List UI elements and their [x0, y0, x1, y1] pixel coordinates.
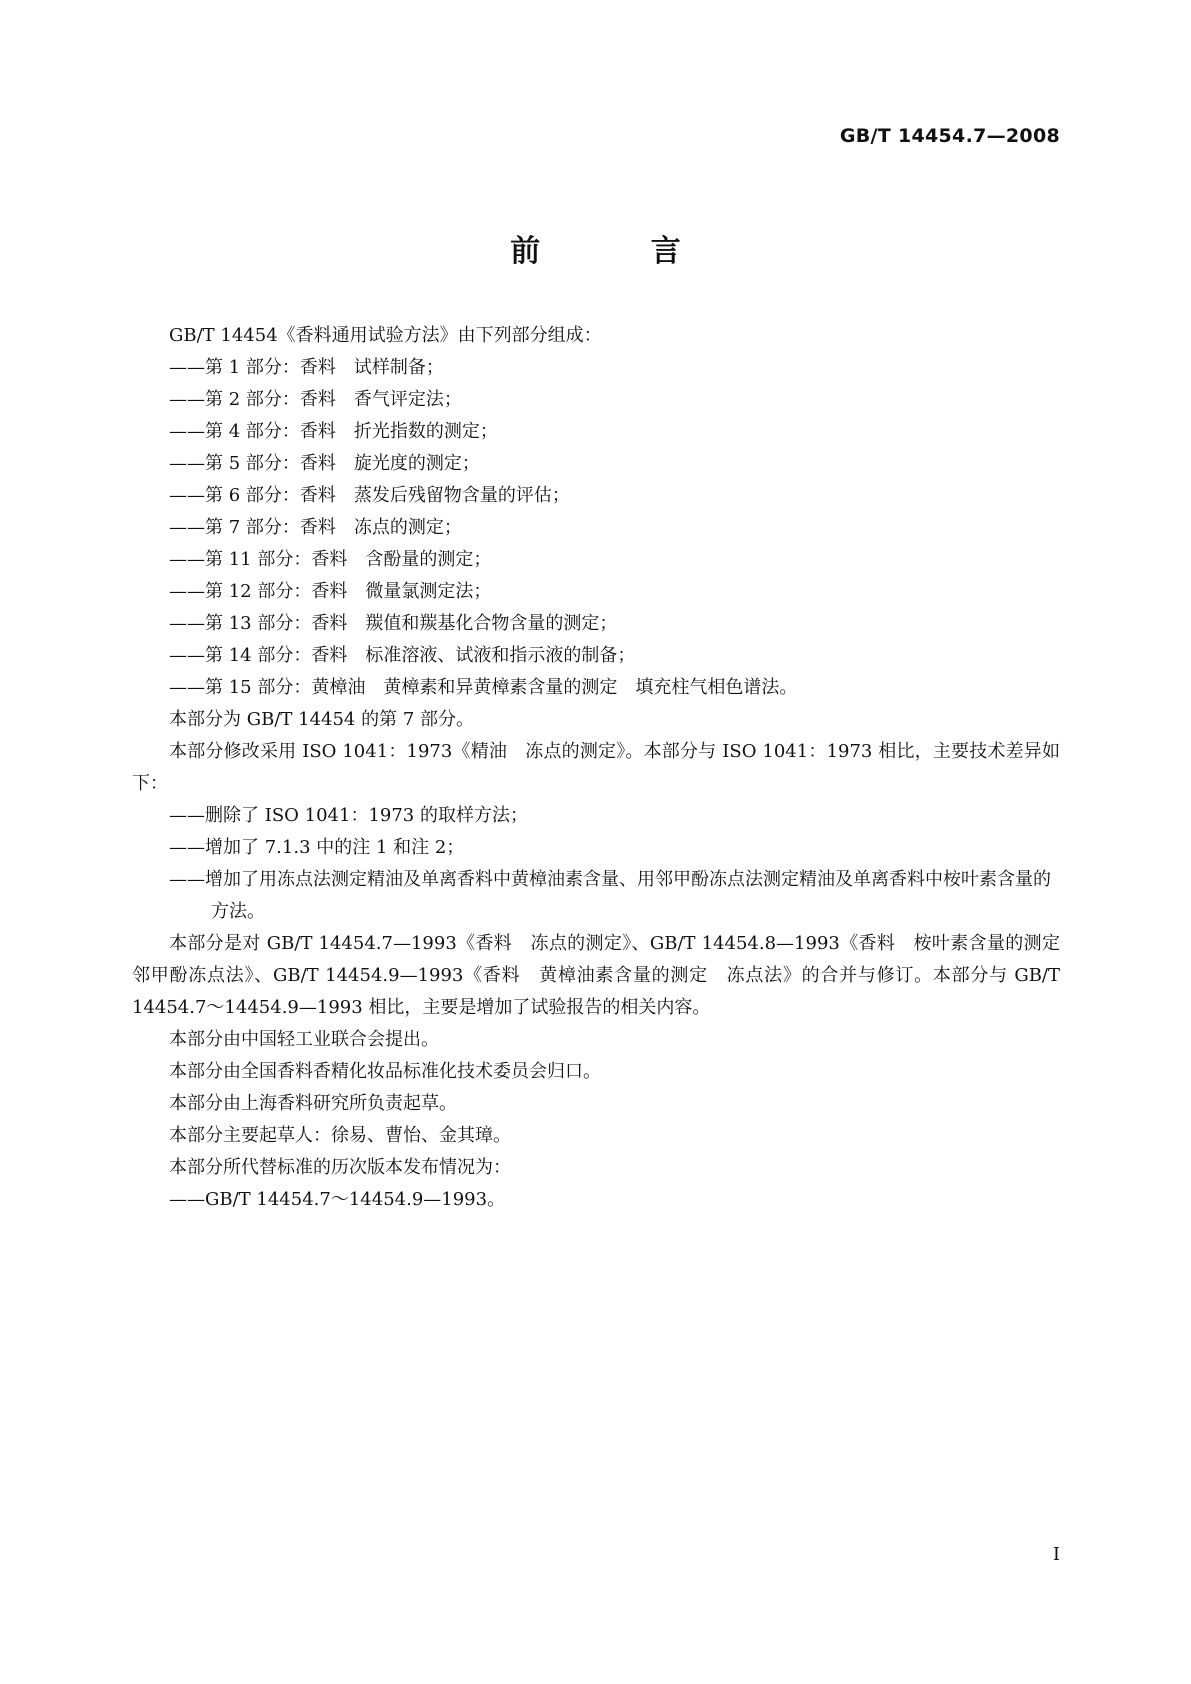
- intro-paragraph: GB/T 14454《香料通用试验方法》由下列部分组成：: [169, 325, 602, 346]
- history-paragraph: 本部分所代替标准的历次版本发布情况为：: [169, 1157, 511, 1178]
- list-item: ——第 2 部分：香料 香气评定法；: [169, 389, 462, 410]
- list-item: ——第 11 部分：香料 含酚量的测定；: [169, 549, 492, 570]
- history-list: [132, 1184, 1060, 1216]
- drafters-paragraph: 本部分主要起草人：徐易、曹怡、金其璋。: [169, 1125, 511, 1146]
- merge-paragraph: 本部分是对 GB/T 14454.7—1993《香料 冻点的测定》、GB/T 14454.8—1993《香料 桉叶素含量的测定 邻甲酚冻点法》、GB/T 14454.9—1993《香料 黄樟油素含量的测定 冻点法》的合并与修订。本部分与 GB/T 14454.7～14454.9—1993 相比，主要是增加了试验报告的相关内容。: [132, 933, 1078, 1018]
- centralized-by-paragraph: 本部分由全国香料香精化妆品标准化技术委员会归口。: [169, 1061, 601, 1082]
- list-item: ——增加了用冻点法测定精油及单离香料中黄樟油素含量、用邻甲酚冻点法测定精油及单离香料中桉叶素含量的方法。: [169, 869, 1051, 922]
- list-item: ——删除了 ISO 1041：1973 的取样方法；: [169, 805, 528, 826]
- drafted-by-paragraph: 本部分由上海香料研究所负责起草。: [169, 1093, 457, 1114]
- list-item: ——第 1 部分：香料 试样制备；: [169, 357, 444, 378]
- foreword-body: [132, 320, 1078, 1216]
- parts-list: [132, 352, 1060, 704]
- standard-number: GB/T 14454.7—2008: [839, 125, 1060, 147]
- page-number: I: [1052, 1544, 1060, 1565]
- list-item: ——第 7 部分：香料 冻点的测定；: [169, 517, 462, 538]
- list-item: ——第 5 部分：香料 旋光度的测定；: [169, 453, 480, 474]
- part-statement-paragraph: 本部分为 GB/T 14454 的第 7 部分。: [169, 709, 474, 730]
- list-item: ——GB/T 14454.7～14454.9—1993。: [169, 1189, 506, 1210]
- list-item: ——第 12 部分：香料 微量氯测定法；: [169, 581, 492, 602]
- list-item: ——第 4 部分：香料 折光指数的测定；: [169, 421, 498, 442]
- modification-paragraph: 本部分修改采用 ISO 1041：1973《精油 冻点的测定》。本部分与 ISO 1041：1973 相比，主要技术差异如下：: [132, 741, 1060, 794]
- list-item: ——第 14 部分：香料 标准溶液、试液和指示液的制备；: [169, 645, 636, 666]
- proposed-by-paragraph: 本部分由中国轻工业联合会提出。: [169, 1029, 439, 1050]
- page-title: 前 言: [510, 234, 731, 269]
- list-item: ——第 15 部分：黄樟油 黄樟素和异黄樟素含量的测定 填充柱气相色谱法。: [169, 677, 798, 698]
- list-item: ——第 13 部分：香料 羰值和羰基化合物含量的测定；: [169, 613, 618, 634]
- list-item: ——增加了 7.1.3 中的注 1 和注 2；: [169, 837, 465, 858]
- differences-list: [132, 800, 1060, 928]
- list-item: ——第 6 部分：香料 蒸发后残留物含量的评估；: [169, 485, 570, 506]
